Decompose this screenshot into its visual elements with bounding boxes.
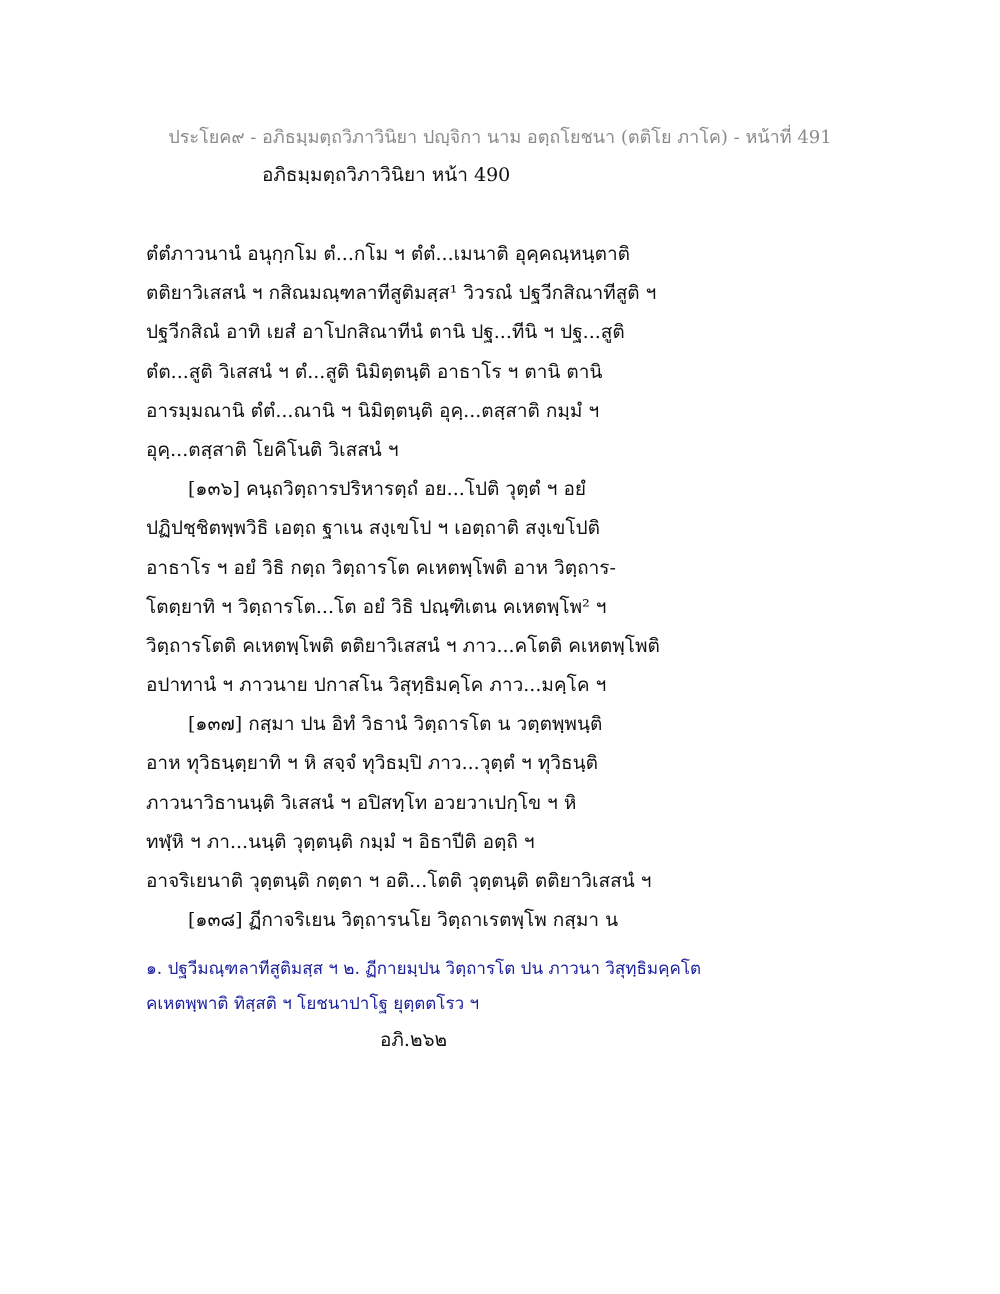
paragraph-start-137: [๑๓๗] กสฺมา ปน อิทํ วิธานํ วิตฺถารโต น วตฺตพฺพนฺติ bbox=[188, 713, 603, 736]
text-line: อาธาโร ฯ อยํ วิธิ กตฺถ วิตฺถารโต คเหตพฺโพติ อาห วิตฺถาร- bbox=[146, 556, 616, 579]
text-line: อปาทานํ ฯ ภาวนาย ปกาสโน วิสุทฺธิมคฺโค ภาว...มคฺโค ฯ bbox=[146, 674, 607, 697]
running-header: ประโยค๙ - อภิธมฺมตฺถวิภาวินิยา ปญฺจิกา นาม อตฺถโยชนา (ตติโย ภาโค) - หน้าที่ 491 bbox=[168, 127, 832, 148]
text-line: โตตฺยาทิ ฯ วิตฺถารโต...โต อยํ วิธิ ปณฺฑิเตน คเหตพฺโพ² ฯ bbox=[146, 595, 607, 618]
page-reference: อภิ.๒๖๒ bbox=[380, 1029, 448, 1051]
text-line: ตํตํภาวนานํ อนุกฺกโม ตํ...กโม ฯ ตํตํ...เมนาติ อุคฺคณฺหนฺตาติ bbox=[146, 243, 631, 265]
paragraph-start-138: [๑๓๘] ฏีกาจริเยน วิตฺถารนโย วิตฺถาเรตพฺโพ กสฺมา น bbox=[188, 909, 619, 932]
text-line: อุคฺ...ตสฺสาติ โยคิโนติ วิเสสนํ ฯ bbox=[146, 438, 399, 461]
text-line: ปฏิปชฺชิตพฺพวิธิ เอตฺถ ฐาเน สงฺเขโป ฯ เอตฺถาติ สงฺเขโปติ bbox=[146, 517, 600, 540]
text-line: ปฐวีกสิณํ อาทิ เยสํ อาโปกสิณาทีนํ ตานิ ปฐ...ทีนิ ฯ ปฐ...สูติ bbox=[146, 321, 625, 344]
footnote-line: ๑. ปฐวีมณฺฑลาทีสูติมสฺส ฯ ๒. ฏีกายมฺปน วิตฺถารโต ปน ภาวนา วิสุทฺธิมคฺคโต bbox=[146, 959, 701, 979]
footnote-line: คเหตพฺพาติ ทิสฺสติ ฯ โยชนาปาโฐ ยุตฺตตโรว ฯ bbox=[146, 994, 480, 1014]
text-line: ทฬฺหิ ฯ ภา...นนฺติ วุตฺตนฺติ กมฺมํ ฯ อิธาปีติ อตฺถิ ฯ bbox=[146, 830, 535, 853]
text-line: อาจริเยนาติ วุตฺตนฺติ กตฺตา ฯ อติ...โตติ วุตฺตนฺติ ตติยาวิเสสนํ ฯ bbox=[146, 870, 652, 892]
text-line: อาห ทุวิธนฺตฺยาทิ ฯ หิ สจฺจํ ทุวิธมฺปิ ภาว...วุตฺตํ ฯ ทุวิธนฺติ bbox=[146, 752, 598, 775]
text-line: วิตฺถารโตติ คเหตพฺโพติ ตติยาวิเสสนํ ฯ ภาว...คโตติ คเหตพฺโพติ bbox=[146, 634, 660, 657]
page-title: อภิธมฺมตฺถวิภาวินิยา หน้า 490 bbox=[262, 164, 511, 186]
text-line: อารมฺมณานิ ตํตํ...ณานิ ฯ นิมิตฺตนฺติ อุคฺ...ตสฺสาติ กมฺมํ ฯ bbox=[146, 399, 600, 422]
text-line: ภาวนาวิธานนฺติ วิเสสนํ ฯ อปิสทฺโท อวยวาเปกฺโข ฯ หิ bbox=[146, 791, 577, 814]
text-line: ตํต...สูติ วิเสสนํ ฯ ตํ...สูติ นิมิตฺตนฺติ อาธาโร ฯ ตานิ ตานิ bbox=[146, 360, 603, 383]
paragraph-start-136: [๑๓๖] คนฺถวิตฺถารปริหารตฺถํ อย...โปติ วุตฺตํ ฯ อยํ bbox=[188, 478, 587, 501]
footnotes bbox=[146, 952, 701, 1022]
text-line: ตติยาวิเสสนํ ฯ กสิณมณฺฑลาทีสูติมสฺส¹ วิวรณํ ปฐวีกสิณาทีสูติ ฯ bbox=[146, 282, 657, 305]
body-text bbox=[146, 235, 706, 940]
